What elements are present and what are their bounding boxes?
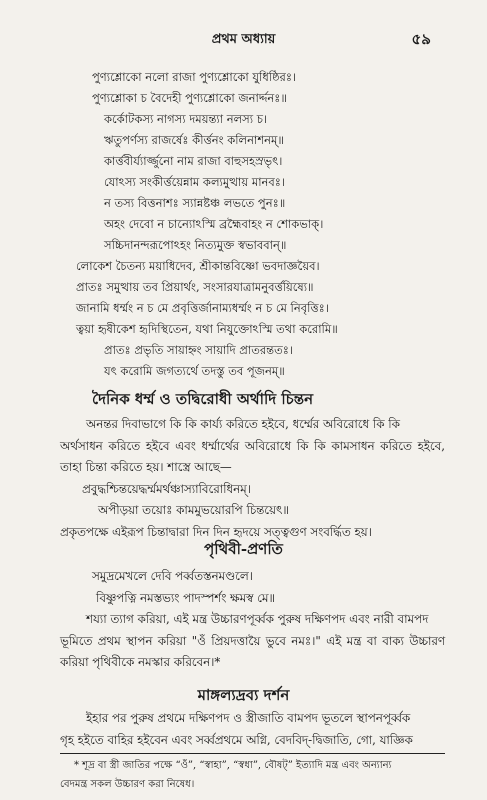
verse-line: প্রাতঃ সমুত্থায় তব প্রিয়ার্থং, সংসারযাত্রামনুবর্ত্তয়িষ্যে॥ — [76, 280, 314, 294]
paragraph-line: শয্যা ত্যাগ করিয়া, এই মন্ত্র উচ্চারণপূর্ব্বক পুরুষ দক্ষিণপদ এবং নারী বামপদ — [86, 612, 429, 626]
verse-line: ত্বয়া হৃষীকেশ হৃদিস্থিতেন, যথা নিযুক্তোঽস্মি তথা করোমি॥ — [76, 322, 338, 336]
shloka-line: সমুদ্রমেখলে দেবি পর্ব্বতস্তনমণ্ডলে। — [92, 569, 253, 583]
verse-line: পুণ্যশ্লোকা চ বৈদেহী পুণ্যশ্লোকো জনার্দ্দনঃ॥ — [92, 91, 287, 105]
shloka-line: অপীড়য়া তয়োঃ কামমুভয়োরপি চিন্তয়েৎ॥ — [98, 503, 289, 517]
chapter-title: প্রথম অধ্যায় — [211, 32, 276, 47]
verse-line: ন তস্য বিত্তনাশঃ স্যান্নষ্টঞ্চ লভতে পুনঃ॥ — [104, 196, 286, 210]
verse-line: পুণ্যশ্লোকো নলো রাজা পুণ্যশ্লোকো যুধিষ্ঠিরঃ। — [92, 70, 297, 84]
section-heading: পৃথিবী-প্রণতি — [204, 540, 283, 558]
paragraph-line: ভূমিতে প্রথম স্থাপন করিয়া "ওঁ প্রিয়দত্তায়ৈ ভুবে নমঃ।" এই মন্ত্র বা বাক্য উচ্চারণ — [60, 633, 445, 648]
paragraph — [60, 708, 445, 751]
verse-line: যৎ করোমি জগত্যর্থে তদস্তু তব পূজনম্॥ — [104, 364, 285, 378]
paragraph-line: করিয়া পৃথিবীকে নমস্কার করিবেন।* — [60, 655, 221, 669]
verse-line: সচ্চিদানন্দরূপোঽহং নিত্যমুক্ত স্বভাববান্॥ — [104, 238, 287, 252]
section-heading: মাঙ্গল্যদ্রব্য দর্শন — [197, 686, 290, 704]
shloka-line: প্রবুদ্ধশ্চিন্তয়েদ্ধর্ম্মমর্থঞ্চাস্যাবিরোধিনম্। — [82, 481, 251, 496]
paragraph-line: প্রকৃতপক্ষে এইরূপ চিন্তাদ্বারা দিন দিন হৃদয়ে সত্ত্বগুণ সংবর্দ্ধিত হয়। — [60, 524, 372, 539]
paragraph-line: অর্থসাধন করিতে হইবে এবং ধর্ম্মার্থের অবিরোধে কি কি কামসাধন করিতে হইবে, — [60, 438, 445, 453]
paragraph — [60, 414, 445, 543]
verse-line: জানামি ধর্ম্মং ন চ মে প্রবৃত্তির্জানাম্যধর্ম্মং ন চ মে নিবৃত্তিঃ। — [76, 301, 329, 315]
paragraph — [60, 566, 445, 674]
verse-line: প্রাতঃ প্রভৃতি সায়াহ্নং সায়াদি প্রাতরন্ততঃ। — [104, 343, 293, 357]
footnote — [60, 756, 445, 794]
paragraph-line: গৃহ হইতে বাহির হইবেন এবং সর্ব্বপ্রথমে অগ্নি, বেদবিদ্-দ্বিজাতি, গো, যাজ্ঞিক — [60, 732, 413, 747]
page-number: ৫৯ — [411, 30, 431, 48]
shloka-line: বিষ্ণুপত্নি নমস্তভ্যং পাদস্পর্শং ক্ষমস্ব মে॥ — [96, 590, 276, 605]
footnote-line: * শূদ্র বা স্ত্রী জাতির পক্ষে “ওঁ”, “স্বাহা”, “স্বধা”, বৌষট্” ইত্যাদি মন্ত্র এবং অন্যান্য — [74, 760, 392, 771]
footnote-line: বেদমন্ত্র সকল উচ্চারণ করা নিষেধ। — [60, 779, 195, 790]
verse-line: ঋতুপর্ণস্য রাজর্ষেঃ কীর্ত্তনং কলিনাশনম্॥ — [104, 133, 284, 147]
verse-line: কার্ত্তবীর্য্যার্জ্জুনো নাম রাজা বাহুসহস্রভৃৎ। — [104, 154, 283, 168]
verse-line: অহং দেবো ন চান্যোঽস্মি ব্রহ্মৈবাহং ন শোকভাক্। — [104, 217, 324, 231]
verse-line: যোঽস্য সংকীর্ত্তয়েন্নাম কল্যমুত্থায় মানবঃ। — [104, 175, 286, 189]
verse-line: লোকেশ চৈতন্য ময়াধিদেব, শ্রীকান্তবিষ্ণো ভবদাজ্ঞয়ৈব। — [76, 259, 320, 273]
verse-line: কর্কোটকস্য নাগস্য দময়ন্ত্যা নলস্য চ। — [104, 112, 268, 126]
paragraph-line: ইহার পর পুরুষ প্রথমে দক্ষিণপদ ও স্ত্রীজাতি বামপদ ভূতলে স্থাপনপূর্ব্বক — [86, 711, 411, 725]
section-heading: দৈনিক ধর্ম্ম ও তদ্বিরোধী অর্থাদি চিন্তন — [92, 390, 314, 408]
paragraph-line: তাহা চিন্তা করিতে হয়। শাস্ত্রে আছে— — [60, 460, 232, 474]
footnote-divider — [60, 753, 445, 754]
paragraph-line: অনন্তর দিবাভাগে কি কি কার্য্য করিতে হইবে, ধর্ম্মের অবিরোধে কি কি — [86, 417, 400, 431]
